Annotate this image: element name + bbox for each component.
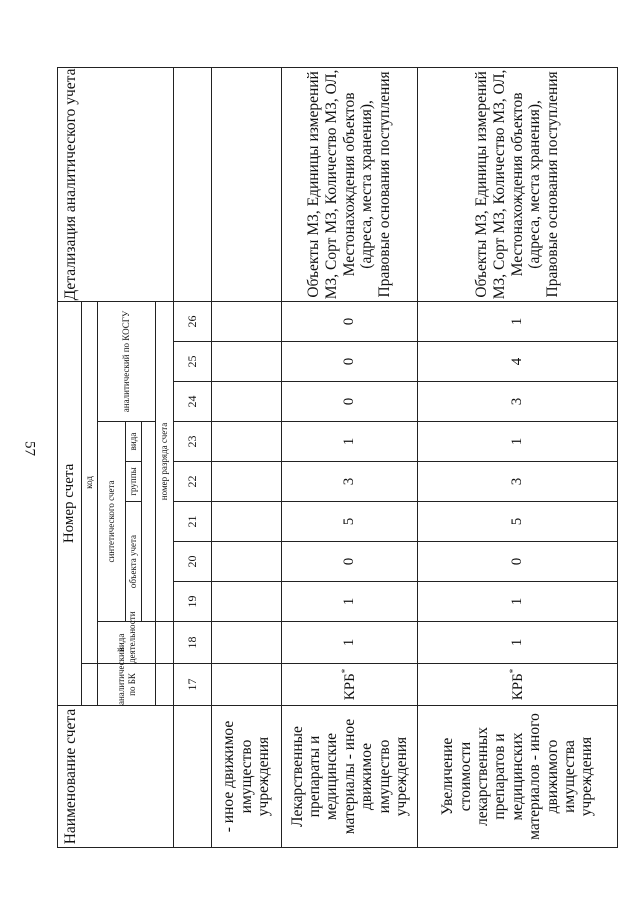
row-digit: 3 [282,462,418,502]
header-detail: Детализация аналитического учета [58,67,174,301]
row-digit: 3 [418,382,618,422]
column-number: 18 [174,622,212,664]
header-kind: вида [126,422,142,462]
column-number: 26 [174,301,212,341]
column-number: 19 [174,582,212,622]
column-number: 21 [174,502,212,542]
row-digit: 0 [282,542,418,582]
header-synthetic: синтетического счета [98,422,126,622]
column-number: 23 [174,422,212,462]
header-synthetic-blank [142,422,156,622]
header-activity-blank [156,622,174,664]
row-digit [212,382,282,422]
header-spacer [82,664,98,706]
row-detail [212,67,282,301]
column-number: 24 [174,382,212,422]
rotated-table-wrapper [57,68,617,848]
row-name: Лекарственные препараты и медицинские материалы - иное движимое имущество учреждения [282,706,418,848]
row-digit [212,462,282,502]
row-digit: 1 [418,622,618,664]
column-number: 25 [174,342,212,382]
row-digit: 0 [418,542,618,582]
row-digit [212,542,282,582]
header-number: Номер счета [58,301,82,705]
row-digit: 4 [418,342,618,382]
account-table [57,67,618,848]
row-kp [282,664,418,706]
row-kp [418,664,618,706]
row-digit: 5 [282,502,418,542]
row-kp-text: КРБ [342,673,359,701]
row-kp-sup: * [340,668,351,674]
row-digit [212,422,282,462]
row-digit [212,582,282,622]
column-number: 17 [174,664,212,706]
colnum-name-blank [174,706,212,848]
column-number: 22 [174,462,212,502]
colnum-detail-blank [174,67,212,301]
header-activity: вида деятельности [98,622,156,664]
row-digit: 1 [418,301,618,341]
row-digit: 0 [282,301,418,341]
header-kosgu: аналитический по КОСГУ [98,301,156,421]
column-number: 20 [174,542,212,582]
page-number: 57 [21,441,38,456]
row-digit [212,622,282,664]
row-digit: 1 [282,582,418,622]
row-digit [212,342,282,382]
row-name: - иное движимое имущество учреждения [212,706,282,848]
row-digit: 1 [282,422,418,462]
header-bk-blank [156,664,174,706]
row-digit: 3 [418,462,618,502]
row-digit: 5 [418,502,618,542]
row-digit: 1 [418,582,618,622]
row-kp-text: КРБ [510,673,527,701]
row-digit [212,502,282,542]
header-name: Наименование счета [58,706,174,848]
header-group: группы [126,462,142,502]
row-digit: 1 [418,422,618,462]
header-code: код [82,301,98,663]
row-name: Увеличение стоимости лекарственных препаратов и медицинских материалов - иного движимого имущества учреждения [418,706,618,848]
row-digit [212,301,282,341]
row-kp-sup: * [508,668,519,674]
header-account-object: объекта учета [126,502,142,622]
row-detail: Объекты МЗ, Единицы измерений МЗ, Сорт МЗ, Количество МЗ, ОЛ, Местонахождения объектов (адреса, места хранения), Правовые основания поступления [418,67,618,301]
row-digit: 1 [282,622,418,664]
row-digit: 0 [282,342,418,382]
header-digit-number: номер разряда счета [156,301,174,621]
header-bk: аналитический по БК [98,664,156,706]
row-detail: Объекты МЗ, Единицы измерений МЗ, Сорт МЗ, Количество МЗ, ОЛ, Местонахождения объектов (адреса, места хранения), Правовые основания поступления [282,67,418,301]
row-digit: 0 [282,382,418,422]
row-kp [212,664,282,706]
